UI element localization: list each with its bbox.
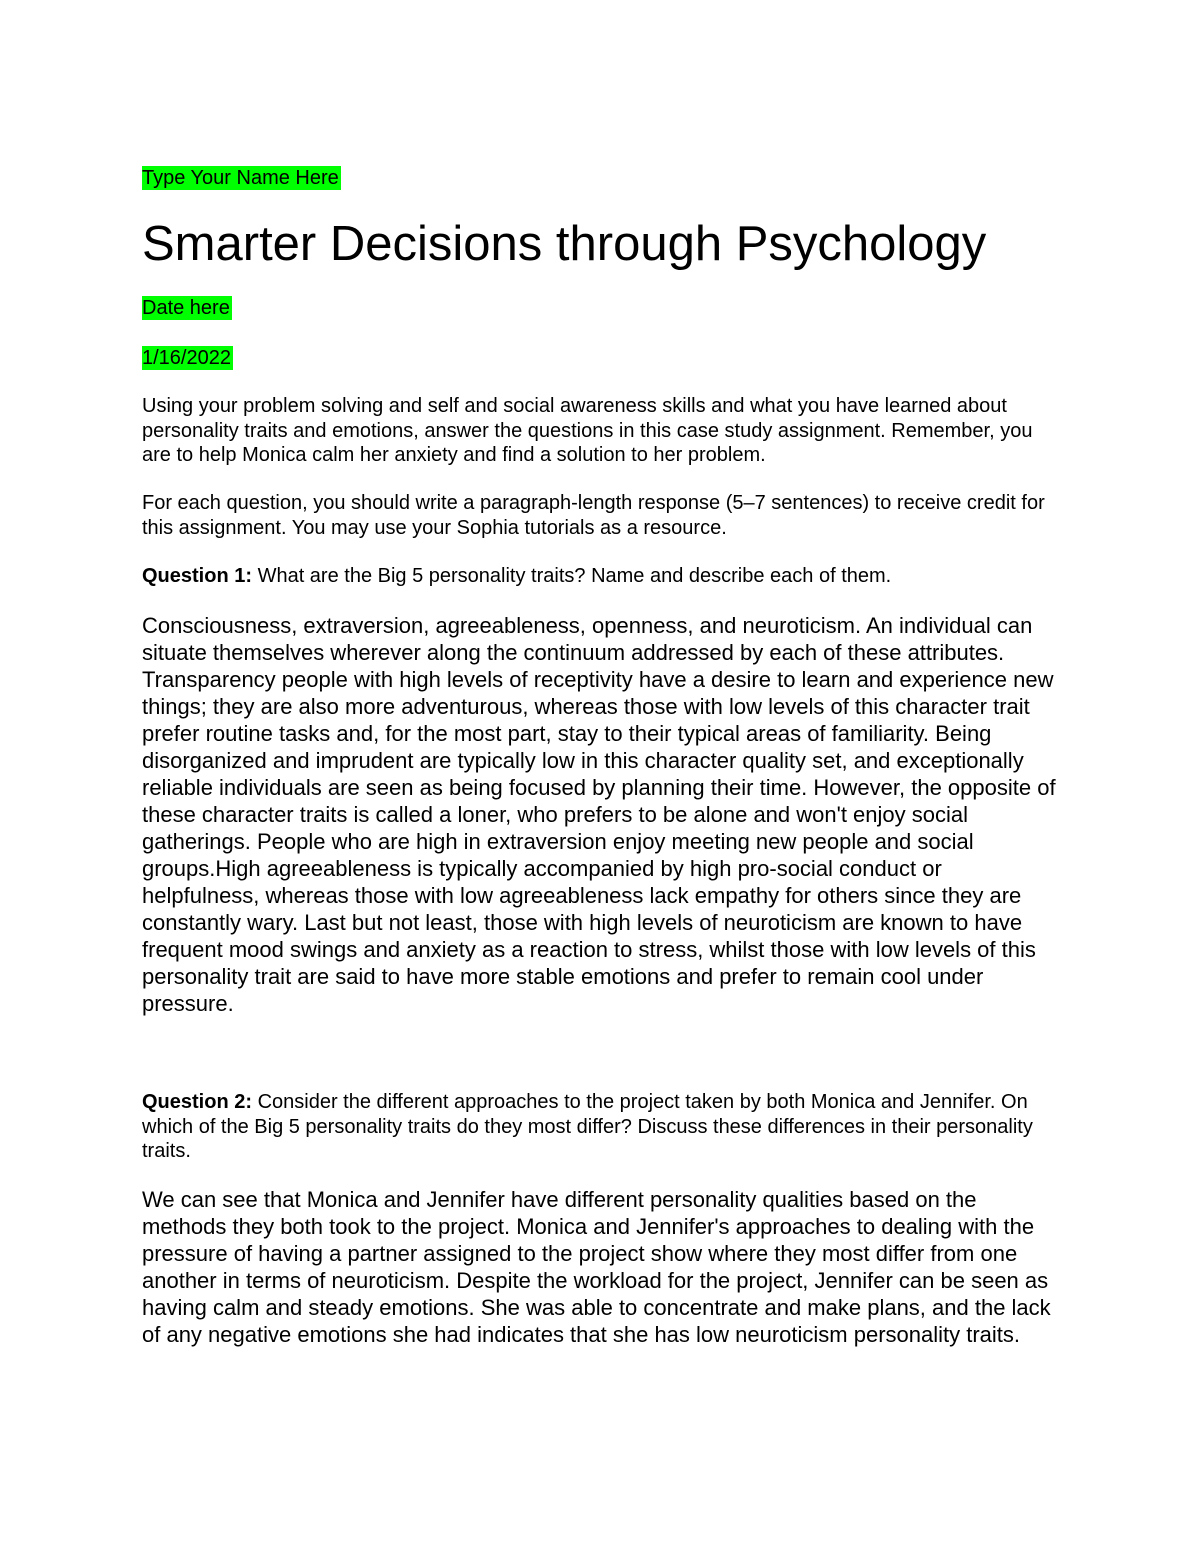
date-value[interactable]: 1/16/2022 — [142, 347, 231, 369]
answer-1: Consciousness, extraversion, agreeableness, openness, and neuroticism. An individual can situate themselves wherever along the continuum addressed by each of these attributes. Transparency people with high levels of receptivity have a desire to learn and experience new things; they are also more adventurous, whereas those with low levels of this character trait prefer routine tasks and, for the most part, stay to their typical areas of familiarity. Being disorganized and imprudent are typically low in this character quality set, and exceptionally reliable individuals are seen as being focused by planning their time. However, the opposite of these character traits is called a loner, who prefers to be alone and won't enjoy social gatherings. People who are high in extraversion enjoy meeting new people and social groups.High agreeableness is typically accompanied by high pro-social conduct or helpfulness, whereas those with low agreeableness lack empathy for others since they are constantly wary. Last but not least, those with high levels of neuroticism are known to have frequent mood swings and anxiety as a reaction to stress, whilst those with low levels of this personality trait are said to have more stable emotions and prefer to remain cool under pressure. — [142, 613, 1056, 1016]
question-1-text: What are the Big 5 personality traits? Name and describe each of them. — [252, 565, 892, 587]
date-label[interactable]: Date here — [142, 297, 230, 319]
question-1 — [142, 564, 1062, 589]
question-2-label: Question 2: — [142, 1091, 253, 1113]
date-label-row — [142, 296, 232, 320]
date-value-row — [142, 346, 233, 370]
name-placeholder[interactable]: Type Your Name Here — [142, 167, 339, 189]
name-placeholder-row — [142, 166, 341, 190]
intro-paragraph-1: Using your problem solving and self and social awareness skills and what you have learned about personality traits and emotions, answer the questions in this case study assignment. Remember, you are to help Monica calm her anxiety and find a solution to her problem. — [142, 395, 1033, 467]
question-2-text: Consider the different approaches to the project taken by both Monica and Jennifer. On which of the Big 5 personality traits do they most differ? Discuss these differences in their personality traits. — [142, 1091, 1033, 1163]
document-title: Smarter Decisions through Psychology — [142, 217, 987, 271]
question-1-label: Question 1: — [142, 565, 253, 587]
answer-2: We can see that Monica and Jennifer have different personality qualities based on the methods they both took to the project. Monica and Jennifer's approaches to dealing with the pressure of having a partner assigned to the project show where they most differ from one another in terms of neuroticism. Despite the workload for the project, Jennifer can be seen as having calm and steady emotions. She was able to concentrate and make plans, and the lack of any negative emotions she had indicates that she has low neuroticism personality traits. — [142, 1187, 1051, 1347]
intro-paragraph-2: For each question, you should write a paragraph-length response (5–7 sentences) to receive credit for this assignment. You may use your Sophia tutorials as a resource. — [142, 492, 1045, 539]
question-2 — [142, 1090, 1062, 1164]
